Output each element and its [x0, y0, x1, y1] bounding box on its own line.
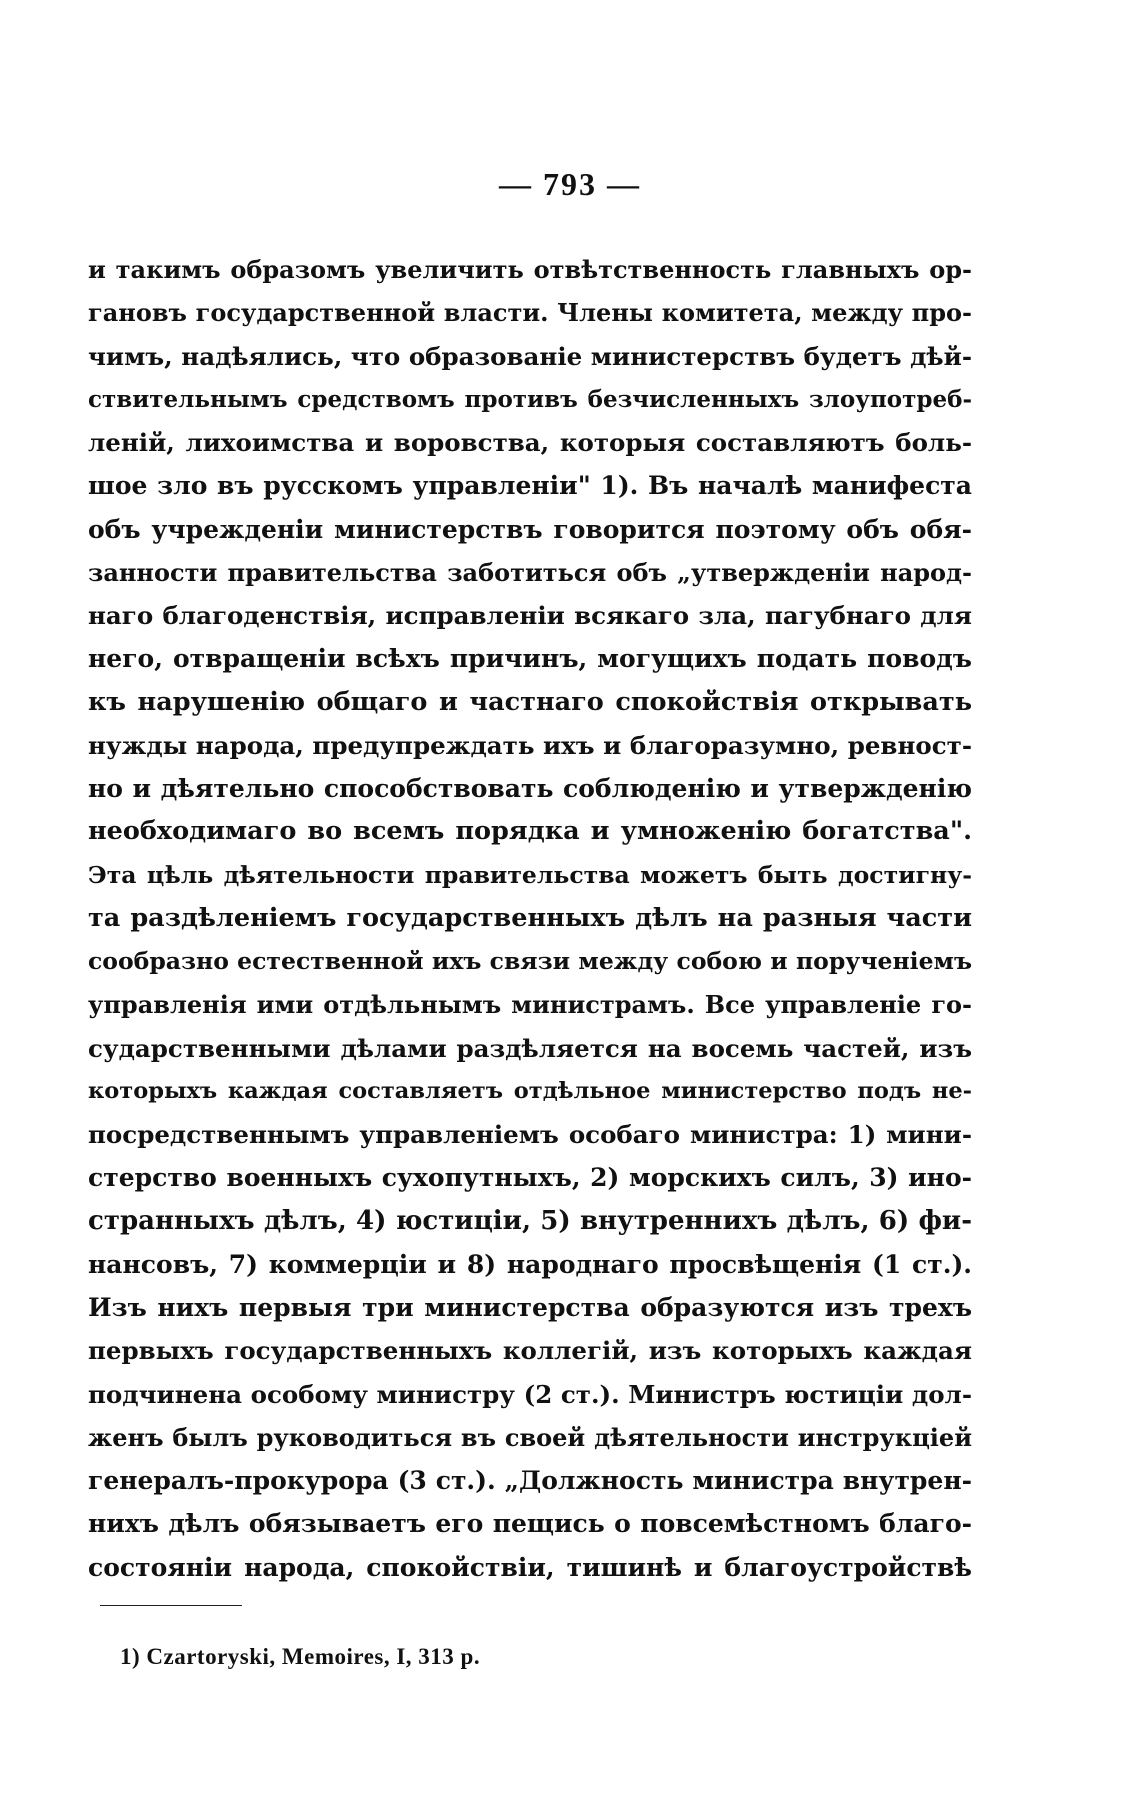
text-line: него, отвращеніи всѣхъ причинъ, могущихъ подать поводъ [88, 644, 972, 674]
text-line: Эта цѣль дѣятельности правительства можетъ быть достигну- [88, 860, 972, 889]
text-line: управленія ими отдѣльнымъ министрамъ. Все управленіе го- [88, 990, 972, 1020]
text-line: къ нарушенію общаго и частнаго спокойствія открывать [88, 686, 972, 717]
text-line: необходимаго во всемъ порядка и умноженію богатства". [88, 816, 972, 847]
footnote: 1) Czartoryski, Memoires, I, 313 p. [120, 1644, 481, 1669]
text-line: состояніи народа, спокойствіи, тишинѣ и благоустройствѣ [88, 1552, 972, 1582]
text-line: подчинена особому министру (2 ст.). Министръ юстиціи дол- [88, 1379, 972, 1409]
text-line: наго благоденствія, исправленіи всякаго зла, пагубнаго для [88, 601, 972, 630]
text-line: нихъ дѣлъ обязываетъ его пещись о повсемѣстномъ благо- [88, 1509, 972, 1539]
text-line: стерство военныхъ сухопутныхъ, 2) морскихъ силъ, 3) ино- [88, 1163, 972, 1193]
text-line: но и дѣятельно способствовать соблюденію и утвержденію [88, 774, 972, 803]
text-line: объ учрежденіи министерствъ говорится поэтому объ обя- [88, 514, 972, 544]
text-line: нансовъ, 7) коммерціи и 8) народнаго просвѣщенія (1 ст.). [88, 1249, 972, 1279]
text-line: занности правительства заботиться объ „утвержденіи народ- [88, 557, 972, 587]
footnote-divider [100, 1605, 242, 1606]
text-line: леній, лихоимства и воровства, которыя составляютъ боль- [88, 428, 972, 457]
text-line: шое зло въ русскомъ управленіи" 1). Въ началѣ манифеста [88, 471, 972, 501]
text-line: нужды народа, предупреждать ихъ и благоразумно, ревност- [88, 730, 972, 760]
text-line: женъ былъ руководиться въ своей дѣятельности инструкціей [88, 1422, 972, 1452]
text-line: посредственнымъ управленіемъ особаго министра: 1) мини- [88, 1120, 972, 1149]
text-line: чимъ, надѣялись, что образованіе министерствъ будетъ дѣй- [88, 341, 972, 371]
text-line: ствительнымъ средствомъ противъ безчисленныхъ злоупотреб- [88, 385, 972, 413]
main-text [88, 248, 972, 1589]
text-line: та раздѣленіемъ государственныхъ дѣлъ на разныя части [88, 902, 972, 933]
text-line: Изъ нихъ первыя три министерства образуются изъ трехъ [88, 1293, 972, 1322]
text-line: странныхъ дѣлъ, 4) юстиціи, 5) внутреннихъ дѣлъ, 6) фи- [88, 1205, 972, 1236]
text-line: сообразно естественной ихъ связи между собою и порученіемъ [88, 947, 972, 975]
page-number: — 793 — [499, 166, 641, 202]
text-line: первыхъ государственныхъ коллегій, изъ которыхъ каждая [88, 1336, 972, 1366]
text-line: сударственными дѣлами раздѣляется на восемь частей, изъ [88, 1033, 972, 1063]
text-line: гановъ государственной власти. Члены комитета, между про- [88, 298, 972, 328]
text-line: генералъ-прокурора (3 ст.). „Должность министра внутрен- [88, 1466, 972, 1495]
text-line: и такимъ образомъ увеличить отвѣтственность главныхъ ор- [88, 255, 972, 284]
text-line: которыхъ каждая составляетъ отдѣльное министерство подъ не- [88, 1077, 972, 1104]
